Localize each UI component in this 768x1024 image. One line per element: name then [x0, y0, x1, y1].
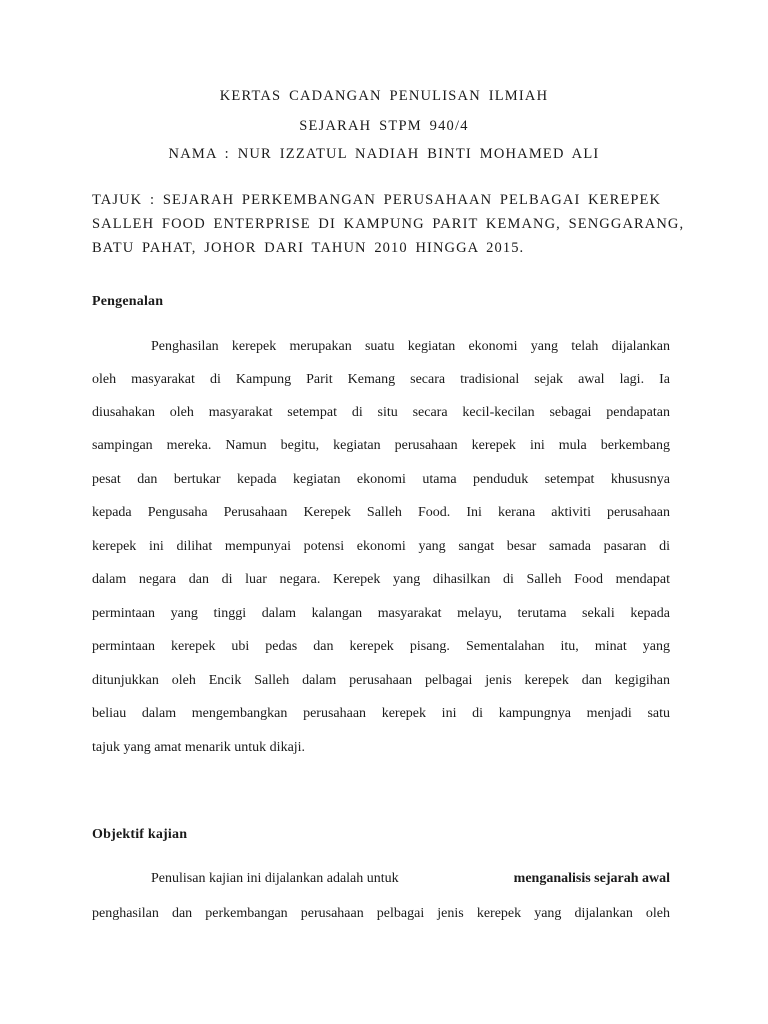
- paragraph-line: pesat dan bertukar kepada kegiatan ekonomi utama penduduk setempat khususnya: [92, 472, 670, 487]
- paragraph-line: oleh masyarakat di Kampung Parit Kemang secara tradisional sejak awal lagi. Ia: [92, 372, 670, 387]
- paragraph-line: penghasilan dan perkembangan perusahaan pelbagai jenis kerepek yang dijalankan oleh: [92, 906, 670, 921]
- objective-emphasis: menganalisis sejarah awal: [513, 871, 670, 886]
- document-title: KERTAS CADANGAN PENULISAN ILMIAH: [219, 88, 549, 104]
- paragraph-line: [151, 869, 670, 889]
- paragraph-line: permintaan yang tinggi dalam kalangan masyarakat melayu, terutama sekali kepada: [92, 606, 670, 621]
- section-heading-pengenalan: Pengenalan: [92, 294, 164, 309]
- section-heading-objektif: Objektif kajian: [92, 827, 188, 842]
- paragraph-line: beliau dalam mengembangkan perusahaan kerepek ini di kampungnya menjadi satu: [92, 706, 670, 721]
- paragraph-line: kepada Pengusaha Perusahaan Kerepek Salleh Food. Ini kerana aktiviti perusahaan: [92, 505, 670, 520]
- paragraph-line: ditunjukkan oleh Encik Salleh dalam perusahaan pelbagai jenis kerepek dan kegigihan: [92, 673, 670, 688]
- author-name: NAMA : NUR IZZATUL NADIAH BINTI MOHAMED ALI: [168, 146, 600, 162]
- paragraph-line: permintaan kerepek ubi pedas dan kerepek pisang. Sementalahan itu, minat yang: [92, 639, 670, 654]
- paragraph-line: diusahakan oleh masyarakat setempat di situ secara kecil-kecilan sebagai pendapatan: [92, 405, 670, 420]
- paragraph-line: dalam negara dan di luar negara. Kerepek yang dihasilkan di Salleh Food mendapat: [92, 572, 670, 587]
- objective-text: Penulisan kajian ini dijalankan adalah untuk: [151, 871, 399, 886]
- paragraph-line: Penghasilan kerepek merupakan suatu kegiatan ekonomi yang telah dijalankan: [151, 339, 670, 354]
- subject-line: SEJARAH STPM 940/4: [299, 118, 469, 134]
- paragraph-line: sampingan mereka. Namun begitu, kegiatan perusahaan kerepek ini mula berkembang: [92, 438, 670, 453]
- paragraph-line: tajuk yang amat menarik untuk dikaji.: [92, 740, 306, 755]
- paragraph-line: kerepek ini dilihat mempunyai potensi ekonomi yang sangat besar samada pasaran di: [92, 539, 670, 554]
- research-title: TAJUK : SEJARAH PERKEMBANGAN PERUSAHAAN PELBAGAI KEREPEK SALLEH FOOD ENTERPRISE DI KAMPUNG PARIT KEMANG, SENGGARANG, BATU PAHAT, JOHOR DARI TAHUN 2010 HINGGA 2015.: [92, 192, 685, 256]
